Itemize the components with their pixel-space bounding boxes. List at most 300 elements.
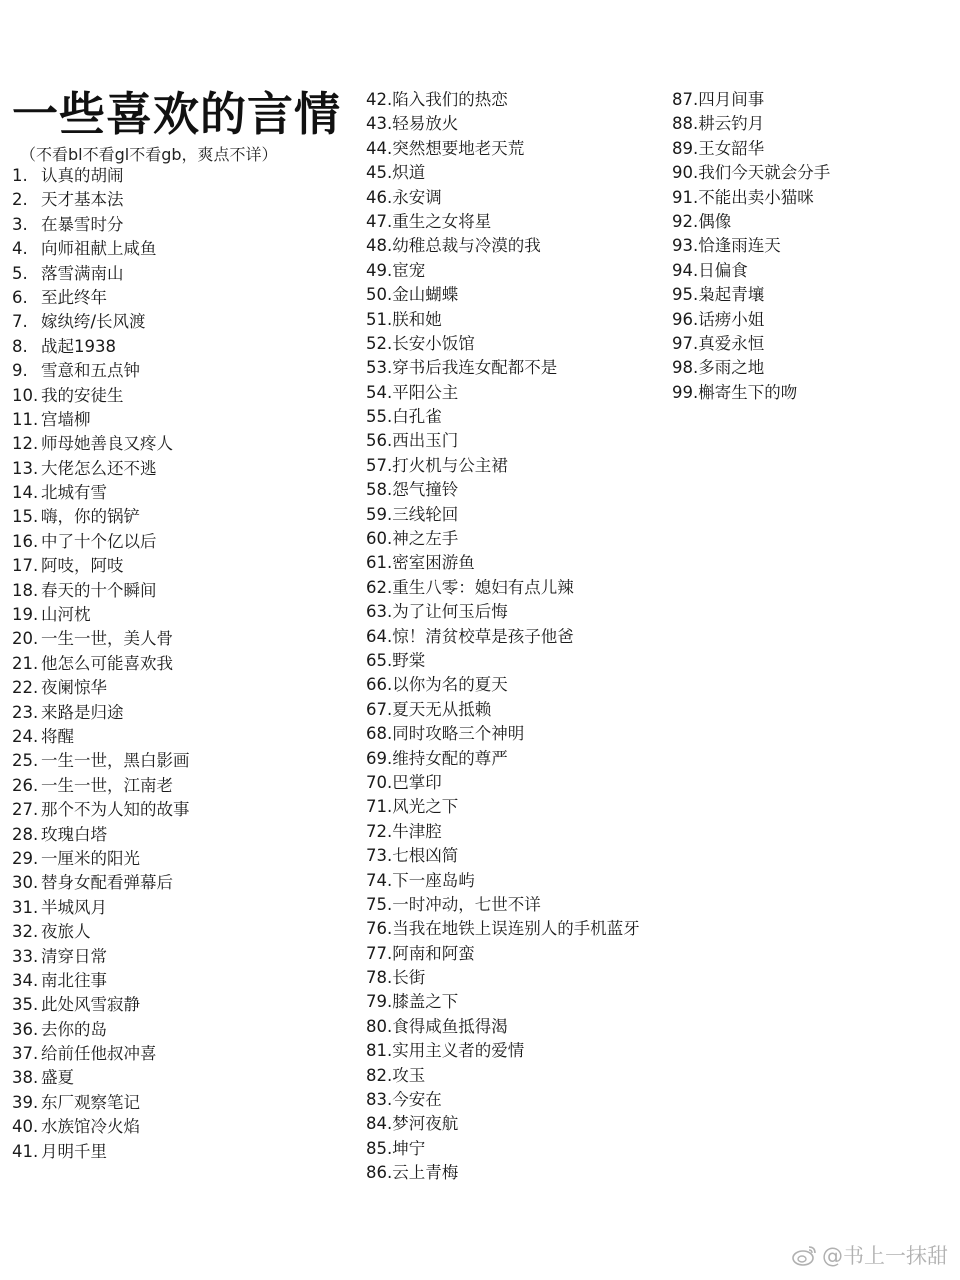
- book-title: 一生一世，黑白影画: [41, 751, 190, 771]
- book-title: 膝盖之下: [392, 992, 459, 1012]
- book-title: 幼稚总裁与冷漠的我: [392, 236, 541, 256]
- book-list-item: [12, 676, 352, 700]
- book-list-item: [366, 1137, 640, 1161]
- book-list-item: [12, 164, 352, 188]
- item-number: 76.: [366, 919, 393, 939]
- book-list-item: [366, 112, 640, 136]
- book-title: 给前任他叔冲喜: [41, 1044, 157, 1064]
- book-list-item: [12, 554, 352, 578]
- item-number: 22.: [12, 678, 39, 698]
- item-number: 1.: [12, 166, 28, 185]
- book-list-item: [366, 308, 640, 332]
- book-title: 我的安徒生: [41, 385, 124, 405]
- item-number: 91.: [672, 187, 699, 207]
- book-title: 惊！清贫校草是孩子他爸: [392, 626, 574, 646]
- book-list-item: [366, 966, 640, 990]
- book-list-item: [366, 990, 640, 1014]
- book-list-item: [366, 210, 640, 234]
- item-number: 40.: [12, 1117, 39, 1137]
- item-number: 84.: [366, 1114, 393, 1134]
- book-list-item: [366, 137, 640, 161]
- item-number: 85.: [366, 1138, 393, 1158]
- item-number: 73.: [366, 846, 393, 866]
- item-number: 35.: [12, 995, 39, 1015]
- book-title: 雪意和五点钟: [41, 361, 140, 381]
- book-title: 重生八零：媳妇有点儿辣: [392, 577, 574, 597]
- book-title: 陷入我们的热恋: [392, 90, 508, 109]
- item-number: 77.: [366, 943, 393, 963]
- item-number: 41.: [12, 1141, 39, 1161]
- item-number: 26.: [12, 775, 39, 795]
- book-list-item: [12, 920, 352, 944]
- item-number: 64.: [366, 626, 393, 646]
- book-title: 盛夏: [41, 1068, 74, 1088]
- book-title: 王女韶华: [698, 138, 765, 158]
- book-title: 宦宠: [392, 260, 426, 280]
- book-title: 同时攻略三个神明: [392, 724, 525, 744]
- book-list-item: [12, 627, 352, 651]
- book-title: 东厂观察笔记: [41, 1092, 140, 1112]
- book-title: 实用主义者的爱情: [392, 1041, 525, 1061]
- book-title: 认真的胡闹: [41, 166, 124, 185]
- item-number: 59.: [366, 504, 393, 524]
- book-title: 不能出卖小猫咪: [698, 187, 814, 207]
- book-title: 师母她善良又疼人: [41, 434, 173, 454]
- book-list-item: [12, 237, 352, 261]
- book-title: 下一座岛屿: [392, 870, 475, 890]
- book-title: 当我在地铁上误连别人的手机蓝牙: [392, 919, 640, 939]
- book-list-item: [12, 1140, 352, 1164]
- item-number: 5.: [12, 263, 28, 283]
- book-list-item: [12, 603, 352, 627]
- item-number: 14.: [12, 483, 39, 503]
- book-list-item: [12, 579, 352, 603]
- book-list-item: [12, 1042, 352, 1066]
- book-list-item: [12, 798, 352, 822]
- book-list-item: [12, 408, 352, 432]
- book-list-item: [366, 88, 640, 112]
- book-title: 维持女配的尊严: [392, 748, 508, 768]
- book-list-item: [12, 896, 352, 920]
- book-list-item: [366, 722, 640, 746]
- item-number: 58.: [366, 480, 393, 500]
- book-list-item: [12, 335, 352, 359]
- book-title: 我们今天就会分手: [698, 163, 831, 183]
- book-title: 此处风雪寂静: [41, 995, 140, 1015]
- book-list-item: [366, 161, 640, 185]
- book-list-item: [672, 161, 952, 185]
- book-list-item: [12, 432, 352, 456]
- book-list-item: [366, 454, 640, 478]
- book-list-item: [12, 701, 352, 725]
- item-number: 94.: [672, 260, 699, 280]
- item-number: 11.: [12, 409, 39, 429]
- item-number: 93.: [672, 236, 699, 256]
- book-list-item: [366, 429, 640, 453]
- book-title: 山河枕: [41, 605, 91, 625]
- book-title: 风光之下: [392, 797, 459, 817]
- item-number: 9.: [12, 361, 28, 381]
- watermark-text: @书上一抹甜: [822, 1244, 948, 1268]
- book-list-item: [366, 625, 640, 649]
- item-number: 61.: [366, 553, 393, 573]
- book-list-item: [12, 213, 352, 237]
- item-number: 13.: [12, 458, 39, 478]
- item-number: 82.: [366, 1065, 393, 1085]
- book-list-item: [366, 186, 640, 210]
- book-title: 坤宁: [392, 1138, 426, 1158]
- item-number: 54.: [366, 382, 393, 402]
- book-list-item: [366, 1015, 640, 1039]
- book-list-item: [672, 112, 952, 136]
- book-title: 突然想要地老天荒: [392, 138, 525, 158]
- book-title: 轻易放火: [392, 114, 459, 134]
- book-list-item: [672, 234, 952, 258]
- book-list-item: [366, 405, 640, 429]
- book-list-item: [366, 795, 640, 819]
- book-title: 一厘米的阳光: [41, 848, 140, 868]
- item-number: 32.: [12, 922, 39, 942]
- book-list-item: [12, 530, 352, 554]
- book-title: 夜阑惊华: [41, 678, 107, 698]
- item-number: 38.: [12, 1068, 39, 1088]
- book-list-item: [366, 1112, 640, 1136]
- item-number: 90.: [672, 163, 699, 183]
- book-title: 怨气撞铃: [392, 480, 459, 500]
- item-number: 83.: [366, 1090, 393, 1110]
- item-number: 68.: [366, 724, 393, 744]
- item-number: 53.: [366, 358, 393, 378]
- book-title: 来路是归途: [41, 702, 124, 722]
- book-title: 替身女配看弹幕后: [41, 873, 173, 893]
- item-number: 42.: [366, 90, 393, 109]
- book-list-item: [12, 262, 352, 286]
- book-list-item: [366, 1039, 640, 1063]
- item-number: 92.: [672, 211, 699, 231]
- book-list-item: [12, 652, 352, 676]
- book-title: 牛津腔: [392, 821, 442, 841]
- book-list-item: [366, 332, 640, 356]
- book-list-item: [12, 188, 352, 212]
- item-number: 24.: [12, 726, 39, 746]
- item-number: 48.: [366, 236, 393, 256]
- item-number: 99.: [672, 382, 699, 402]
- book-list-item: [12, 1018, 352, 1042]
- book-title: 永安调: [392, 187, 442, 207]
- book-title: 北城有雪: [41, 483, 107, 503]
- book-title: 食得咸鱼抵得渴: [392, 1016, 508, 1036]
- book-title: 在暴雪时分: [41, 214, 124, 234]
- item-number: 52.: [366, 333, 393, 353]
- book-list-item: [366, 649, 640, 673]
- book-title: 枭起青壤: [698, 285, 765, 305]
- book-list-item: [366, 869, 640, 893]
- item-number: 56.: [366, 431, 393, 451]
- book-title: 攻玉: [392, 1065, 426, 1085]
- book-list-item: [366, 478, 640, 502]
- book-title: 将醒: [41, 726, 74, 746]
- book-title: 夏天无从抵赖: [392, 699, 492, 719]
- book-title: 宫墙柳: [41, 409, 91, 429]
- book-list-item: [12, 871, 352, 895]
- item-number: 39.: [12, 1092, 39, 1112]
- item-number: 7.: [12, 312, 28, 332]
- book-title: 槲寄生下的吻: [698, 382, 798, 402]
- book-title: 重生之女将星: [392, 211, 492, 231]
- book-title: 月明千里: [41, 1141, 107, 1161]
- item-number: 81.: [366, 1041, 393, 1061]
- item-number: 3.: [12, 214, 28, 234]
- item-number: 43.: [366, 114, 393, 134]
- book-list-item: [366, 698, 640, 722]
- book-title: 嫁纨绔/长风渡: [41, 312, 146, 332]
- book-title: 西出玉门: [392, 431, 459, 451]
- book-title: 一生一世，美人骨: [41, 629, 173, 649]
- book-list-item: [366, 942, 640, 966]
- weibo-icon: [792, 1244, 818, 1266]
- book-list-item: [672, 137, 952, 161]
- book-title: 清穿日常: [41, 946, 107, 966]
- item-number: 30.: [12, 873, 39, 893]
- book-list-item: [366, 844, 640, 868]
- item-number: 65.: [366, 650, 393, 670]
- book-list-item: [366, 600, 640, 624]
- book-title: 为了让何玉后悔: [392, 602, 508, 622]
- page-title: 一些喜欢的言情: [12, 87, 341, 141]
- book-title: 他怎么可能喜欢我: [41, 653, 173, 673]
- item-number: 6.: [12, 287, 28, 307]
- book-title: 白孔雀: [392, 407, 442, 427]
- item-number: 34.: [12, 970, 39, 990]
- book-title: 偶像: [698, 211, 732, 231]
- item-number: 27.: [12, 800, 39, 820]
- book-list-item: [366, 1161, 640, 1185]
- item-number: 67.: [366, 699, 393, 719]
- book-list-item: [12, 481, 352, 505]
- item-number: 17.: [12, 556, 39, 576]
- item-number: 20.: [12, 629, 39, 649]
- book-list-item: [366, 893, 640, 917]
- item-number: 49.: [366, 260, 393, 280]
- book-list-item: [672, 381, 952, 405]
- book-title: 向师祖献上咸鱼: [41, 239, 157, 259]
- book-title: 炽道: [392, 163, 426, 183]
- book-list-item: [366, 551, 640, 575]
- book-title: 落雪满南山: [41, 263, 124, 283]
- book-title: 密室困游鱼: [392, 553, 475, 573]
- book-title: 一时冲动，七世不详: [392, 894, 541, 914]
- book-list-column-2: [366, 88, 640, 1186]
- book-list-item: [672, 356, 952, 380]
- book-title: 至此终年: [41, 287, 107, 307]
- item-number: 15.: [12, 507, 39, 527]
- book-title: 阿吱，阿吱: [41, 556, 124, 576]
- item-number: 18.: [12, 580, 39, 600]
- book-list-item: [366, 283, 640, 307]
- book-title: 春天的十个瞬间: [41, 580, 157, 600]
- book-title: 夜旅人: [41, 922, 91, 942]
- book-title: 天才基本法: [41, 190, 124, 210]
- book-list-item: [672, 332, 952, 356]
- book-title: 一生一世，江南老: [41, 775, 173, 795]
- watermark: [792, 1240, 948, 1270]
- book-title: 日偏食: [698, 260, 748, 280]
- book-list-item: [366, 381, 640, 405]
- item-number: 2.: [12, 190, 28, 210]
- item-number: 66.: [366, 675, 393, 695]
- book-list-item: [366, 747, 640, 771]
- item-number: 45.: [366, 163, 393, 183]
- book-list-item: [12, 1066, 352, 1090]
- book-title: 长街: [392, 968, 426, 988]
- book-title: 平阳公主: [392, 382, 459, 402]
- book-list-item: [672, 283, 952, 307]
- book-title: 长安小饭馆: [392, 333, 475, 353]
- book-list-item: [672, 259, 952, 283]
- book-list-item: [672, 88, 952, 112]
- book-list-item: [366, 917, 640, 941]
- book-title: 四月间事: [698, 90, 765, 109]
- book-list-item: [366, 771, 640, 795]
- book-list-item: [366, 1088, 640, 1112]
- item-number: 70.: [366, 772, 393, 792]
- book-title: 阿南和阿蛮: [392, 943, 475, 963]
- book-list-item: [12, 993, 352, 1017]
- item-number: 72.: [366, 821, 393, 841]
- item-number: 37.: [12, 1044, 39, 1064]
- item-number: 74.: [366, 870, 393, 890]
- book-title: 今安在: [392, 1090, 442, 1110]
- book-title: 玫瑰白塔: [41, 824, 107, 844]
- book-list-item: [366, 673, 640, 697]
- book-list-item: [672, 186, 952, 210]
- item-number: 33.: [12, 946, 39, 966]
- page-subtitle: （不看bl不看gl不看gb，爽点不详）: [20, 145, 278, 164]
- item-number: 8.: [12, 336, 28, 356]
- book-list-item: [12, 774, 352, 798]
- book-list-item: [12, 286, 352, 310]
- book-title: 话痨小姐: [698, 309, 765, 329]
- item-number: 4.: [12, 239, 28, 259]
- book-list-item: [366, 1064, 640, 1088]
- book-list-item: [366, 576, 640, 600]
- book-title: 打火机与公主裙: [392, 455, 508, 475]
- item-number: 28.: [12, 824, 39, 844]
- book-title: 嗨，你的锅铲: [41, 507, 140, 527]
- book-title: 中了十个亿以后: [41, 531, 157, 551]
- book-list-item: [12, 457, 352, 481]
- book-list-item: [12, 823, 352, 847]
- item-number: 80.: [366, 1016, 393, 1036]
- item-number: 51.: [366, 309, 393, 329]
- item-number: 60.: [366, 529, 393, 549]
- item-number: 21.: [12, 653, 39, 673]
- item-number: 19.: [12, 605, 39, 625]
- book-list-column-3: [672, 88, 952, 405]
- item-number: 31.: [12, 897, 39, 917]
- book-title: 神之左手: [392, 529, 459, 549]
- item-number: 55.: [366, 407, 393, 427]
- item-number: 57.: [366, 455, 393, 475]
- book-title: 以你为名的夏天: [392, 675, 508, 695]
- item-number: 47.: [366, 211, 393, 231]
- book-list-item: [366, 527, 640, 551]
- book-list-column-1: [12, 164, 352, 1164]
- item-number: 98.: [672, 358, 699, 378]
- item-number: 79.: [366, 992, 393, 1012]
- book-title: 七根凶简: [392, 846, 459, 866]
- item-number: 86.: [366, 1163, 393, 1183]
- book-list-item: [12, 1091, 352, 1115]
- book-title: 金山蝴蝶: [392, 285, 459, 305]
- book-list-item: [12, 847, 352, 871]
- item-number: 16.: [12, 531, 39, 551]
- book-title: 那个不为人知的故事: [41, 800, 190, 820]
- item-number: 46.: [366, 187, 393, 207]
- item-number: 95.: [672, 285, 699, 305]
- item-number: 69.: [366, 748, 393, 768]
- book-title: 朕和她: [392, 309, 442, 329]
- item-number: 36.: [12, 1019, 39, 1039]
- book-list-item: [12, 359, 352, 383]
- book-list-item: [366, 259, 640, 283]
- book-title: 水族馆冷火焰: [41, 1117, 140, 1137]
- item-number: 44.: [366, 138, 393, 158]
- book-list-item: [672, 308, 952, 332]
- item-number: 62.: [366, 577, 393, 597]
- book-list-item: [366, 503, 640, 527]
- item-number: 96.: [672, 309, 699, 329]
- book-title: 多雨之地: [698, 358, 765, 378]
- book-list-item: [12, 749, 352, 773]
- book-title: 去你的岛: [41, 1019, 107, 1039]
- item-number: 63.: [366, 602, 393, 622]
- book-list-item: [672, 210, 952, 234]
- book-list-item: [12, 725, 352, 749]
- book-title: 巴掌印: [392, 772, 442, 792]
- book-title: 野棠: [392, 650, 426, 670]
- item-number: 25.: [12, 751, 39, 771]
- item-number: 71.: [366, 797, 393, 817]
- book-list-item: [12, 969, 352, 993]
- book-list-item: [12, 945, 352, 969]
- book-title: 穿书后我连女配都不是: [392, 358, 558, 378]
- item-number: 10.: [12, 385, 39, 405]
- book-title: 真爱永恒: [698, 333, 765, 353]
- book-title: 三线轮回: [392, 504, 459, 524]
- book-list-item: [366, 356, 640, 380]
- item-number: 75.: [366, 894, 393, 914]
- item-number: 12.: [12, 434, 39, 454]
- book-list-item: [366, 234, 640, 258]
- book-title: 耕云钓月: [698, 114, 765, 134]
- book-list-item: [366, 820, 640, 844]
- book-title: 云上青梅: [392, 1163, 459, 1183]
- book-title: 战起1938: [41, 336, 116, 356]
- book-title: 大佬怎么还不逃: [41, 458, 157, 478]
- item-number: 78.: [366, 968, 393, 988]
- book-list-item: [12, 310, 352, 334]
- book-title: 梦河夜航: [392, 1114, 459, 1134]
- item-number: 88.: [672, 114, 699, 134]
- book-list-item: [12, 384, 352, 408]
- item-number: 97.: [672, 333, 699, 353]
- item-number: 29.: [12, 848, 39, 868]
- item-number: 23.: [12, 702, 39, 722]
- item-number: 87.: [672, 90, 699, 109]
- item-number: 89.: [672, 138, 699, 158]
- book-list-item: [12, 1115, 352, 1139]
